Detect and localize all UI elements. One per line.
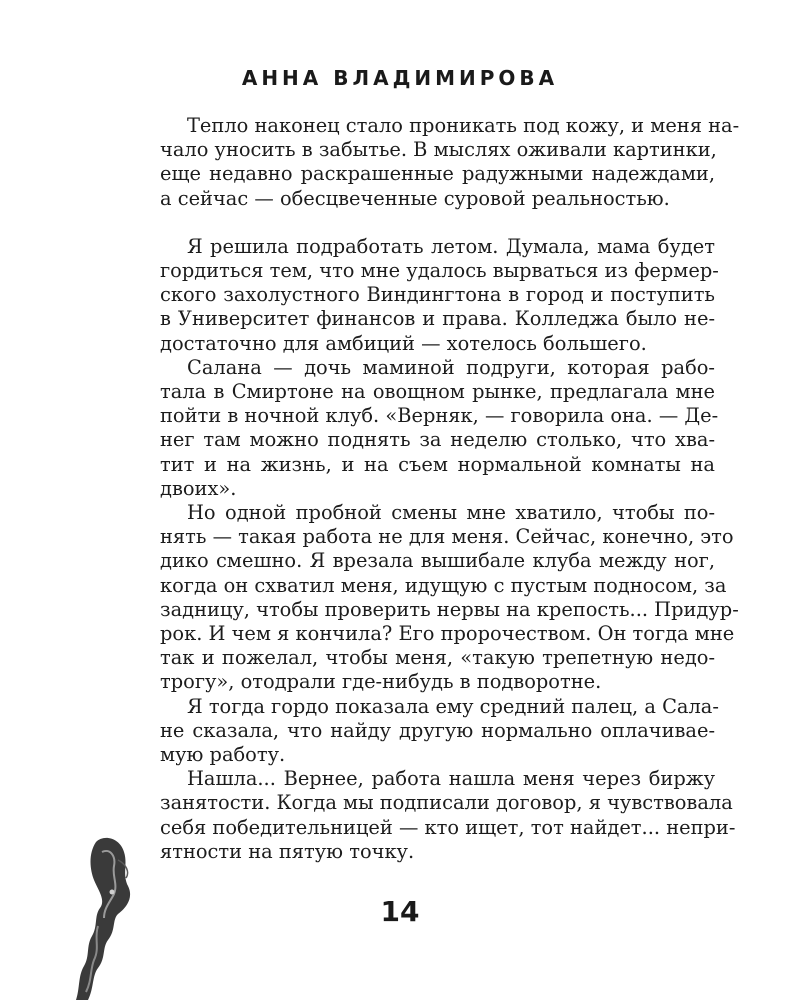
text-line: задницу, чтобы проверить нервы на крепость... Придур- [160,597,739,621]
text-line: а сейчас — обесцвеченные суровой реальностью. [160,186,670,210]
text-line: Тепло наконец стало проникать под кожу, и меня на- [187,114,740,137]
page-number: 14 [380,895,420,928]
paragraph [160,694,719,768]
text-line: Я решила подработать летом. Думала, мама будет [187,234,715,258]
text-line: занятости. Когда мы подписали договор, я чувствовала [160,791,733,815]
text-line: Нашла... Вернее, работа нашла меня через биржу [187,767,715,791]
text-line: еще недавно раскрашенные радужными надеждами, [160,162,715,186]
body-text [160,114,740,864]
text-line: чало уносить в забытье. В мыслях оживали картинки, [160,138,717,162]
text-line: тала в Смиртоне на овощном рынке, предлагала мне [160,380,715,404]
text-line: трогу», отодрали где-нибудь в подворотне. [160,670,602,694]
text-line: Я тогда гордо показала ему средний палец, а Сала- [187,694,719,718]
paragraph [160,114,740,211]
text-line: ского захолустного Виндингтона в город и поступить [160,283,715,307]
text-line: рок. И чем я кончила? Его пророчеством. Он тогда мне [160,622,735,646]
text-line: в Университет финансов и права. Колледжа было не- [160,307,715,331]
text-line: не сказала, что найду другую нормально оплачивае- [160,718,715,742]
text-line: мую работу. [160,743,286,767]
text-line: тит и на жизнь, и на съем нормальной комнаты на [160,452,715,476]
text-line: Салана — дочь маминой подруги, которая рабо- [187,355,715,379]
text-line: нять — такая работа не для меня. Сейчас, конечно, это [160,525,734,549]
text-line: двоих». [160,476,237,500]
paragraph [160,767,736,864]
paragraph [160,355,719,501]
paragraph [160,501,739,695]
text-line: дико смешно. Я врезала вышибале клуба между ног, [160,549,715,573]
running-header: АННА ВЛАДИМИРОВА [241,66,559,90]
text-line: ятности на пятую точку. [160,839,415,863]
text-line: так и пожелал, чтобы меня, «такую трепетную недо- [160,646,715,670]
text-line: себя победительницей — кто ищет, тот найдет... непри- [160,815,736,839]
text-line: достаточно для амбиций — хотелось большего. [160,331,647,355]
text-line: когда он схватил меня, идущую с пустым подносом, за [160,573,727,597]
section-break [160,211,715,235]
text-line: нег там можно поднять за неделю столько, что хва- [160,428,715,452]
paragraph [160,234,719,356]
text-line: Но одной пробной смены мне хватило, чтобы по- [187,501,715,525]
text-line: пойти в ночной клуб. «Верняк, — говорила она. — Де- [160,404,719,428]
text-line: гордиться тем, что мне удалось вырваться из фермер- [160,259,719,283]
